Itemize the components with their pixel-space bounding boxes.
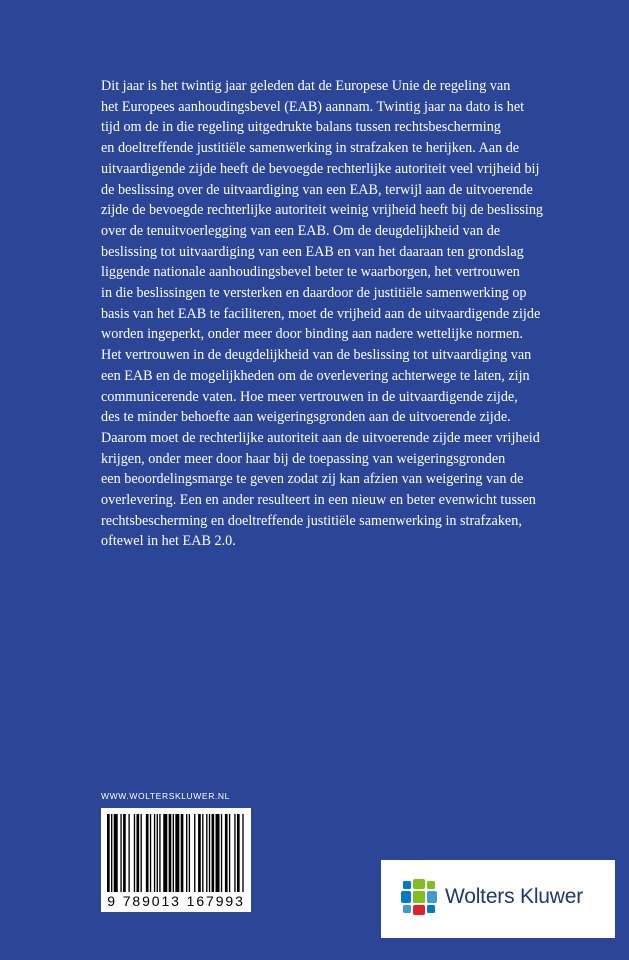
- barcode-bar: [107, 814, 110, 892]
- blurb-line: tijd om de in die regeling uitgedrukte balans tussen rechtsbescherming: [101, 119, 501, 136]
- blurb-line: een EAB en de mogelijkheden om de overlevering achterwege te laten, zijn: [101, 367, 530, 384]
- barcode-bar: [173, 814, 174, 892]
- barcode-bar: [237, 814, 240, 892]
- blurb-line: zijde de bevoegde rechterlijke autoriteit weinig vrijheid heeft bij de beslissing: [101, 202, 544, 219]
- barcode-bar: [175, 814, 179, 892]
- isbn-digits: 9 789013 167993: [107, 893, 245, 909]
- barcode-bar: [136, 814, 139, 892]
- barcode-bar: [169, 814, 172, 892]
- barcode-bar: [114, 814, 118, 892]
- barcode-bar: [111, 814, 112, 892]
- barcode-bar: [234, 814, 235, 892]
- blurb-line: over de tenuitvoerlegging van een EAB. Om de deugdelijkheid van de: [101, 222, 501, 239]
- blurb-line: basis van het EAB te faciliteren, moet de vrijheid aan de uitvaardigende zijde: [101, 305, 541, 322]
- blurb-line: des te minder behoefte aan weigeringsgronden aan de uitvoerende zijde.: [101, 409, 511, 426]
- blurb-line: oftewel in het EAB 2.0.: [101, 533, 236, 550]
- barcode-bar: [141, 814, 142, 892]
- barcode-bar: [157, 814, 158, 892]
- barcode-bar: [154, 814, 155, 892]
- blurb-line: overlevering. Een en ander resulteert in een nieuw en beter evenwicht tussen: [101, 492, 536, 509]
- blurb-line: beslissing tot uitvaardiging van een EAB en van het daaraan ten grondslag: [101, 243, 524, 260]
- barcode-bar: [181, 814, 184, 892]
- barcode-bar: [225, 814, 228, 892]
- barcode-bar: [123, 814, 126, 892]
- blurb-line: liggende nationale aanhoudingsbevel beter te waarborgen, het vertrouwen: [101, 264, 520, 281]
- wolters-kluwer-logo-mark-icon: [399, 877, 439, 917]
- blurb-line: uitvaardigende zijde heeft de bevoegde rechterlijke autoriteit veel vrijheid bij: [101, 160, 540, 177]
- blurb-line: en doeltreffende justitiële samenwerking in strafzaken te herijken. Aan de: [101, 140, 520, 157]
- barcode-bar: [146, 814, 149, 892]
- barcode-bar: [202, 814, 203, 892]
- barcode-bar: [189, 814, 190, 892]
- blurb-line: een beoordelingsmarge te geven zodat zij kan afzien van weigering van de: [101, 471, 524, 488]
- publisher-name: Wolters Kluwer: [445, 885, 584, 908]
- blurb-line: het Europees aanhoudingsbevel (EAB) aannam. Twintig jaar na dato is het: [101, 98, 525, 115]
- blurb-line: krijgen, onder meer door haar bij de toepassing van weigeringsgronden: [101, 450, 506, 467]
- barcode-bar: [212, 814, 215, 892]
- blurb-line: in die beslissingen te versterken en daardoor de justitiële samenwerking op: [101, 285, 527, 302]
- barcode-bar: [209, 814, 210, 892]
- blurb-line: de beslissing over de uitvaardiging van een EAB, terwijl aan de uitvoerende: [101, 181, 533, 198]
- blurb-line: worden ingeperkt, onder meer door binding aan nadere wettelijke normen.: [101, 326, 523, 343]
- blurb-line: rechtsbescherming en doeltreffende justitiële samenwerking in strafzaken,: [101, 512, 522, 529]
- barcode-bar: [229, 814, 230, 892]
- barcode-bars: [107, 814, 245, 892]
- barcode-bar: [242, 814, 243, 892]
- barcode-bar: [163, 814, 167, 892]
- barcode-bar: [221, 814, 222, 892]
- barcode-bar: [128, 814, 129, 892]
- barcode-bar: [150, 814, 151, 892]
- barcode-bar: [194, 814, 195, 892]
- barcode-bar: [134, 814, 135, 892]
- barcode-bar: [120, 814, 121, 892]
- blurb-line: Daarom moet de rechterlijke autoriteit aan de uitvoerende zijde meer vrijheid: [101, 429, 540, 446]
- barcode-bar: [159, 814, 160, 892]
- isbn-barcode: [101, 808, 251, 912]
- back-cover-blurb: [101, 76, 573, 552]
- barcode-bar: [186, 814, 187, 892]
- barcode-bar: [198, 814, 201, 892]
- blurb-line: Dit jaar is het twintig jaar geleden dat de Europese Unie de regeling van: [101, 78, 511, 94]
- publisher-website: WWW.WOLTERSKLUWER.NL: [101, 791, 230, 801]
- blurb-line: Het vertrouwen in de deugdelijkheid van de beslissing tot uitvaardiging van: [101, 347, 532, 364]
- barcode-bar: [206, 814, 207, 892]
- publisher-logo: [381, 860, 615, 938]
- blurb-line: communicerende vaten. Hoe meer vertrouwen in de uitvaardigende zijde,: [101, 388, 518, 405]
- barcode-bar: [216, 814, 220, 892]
